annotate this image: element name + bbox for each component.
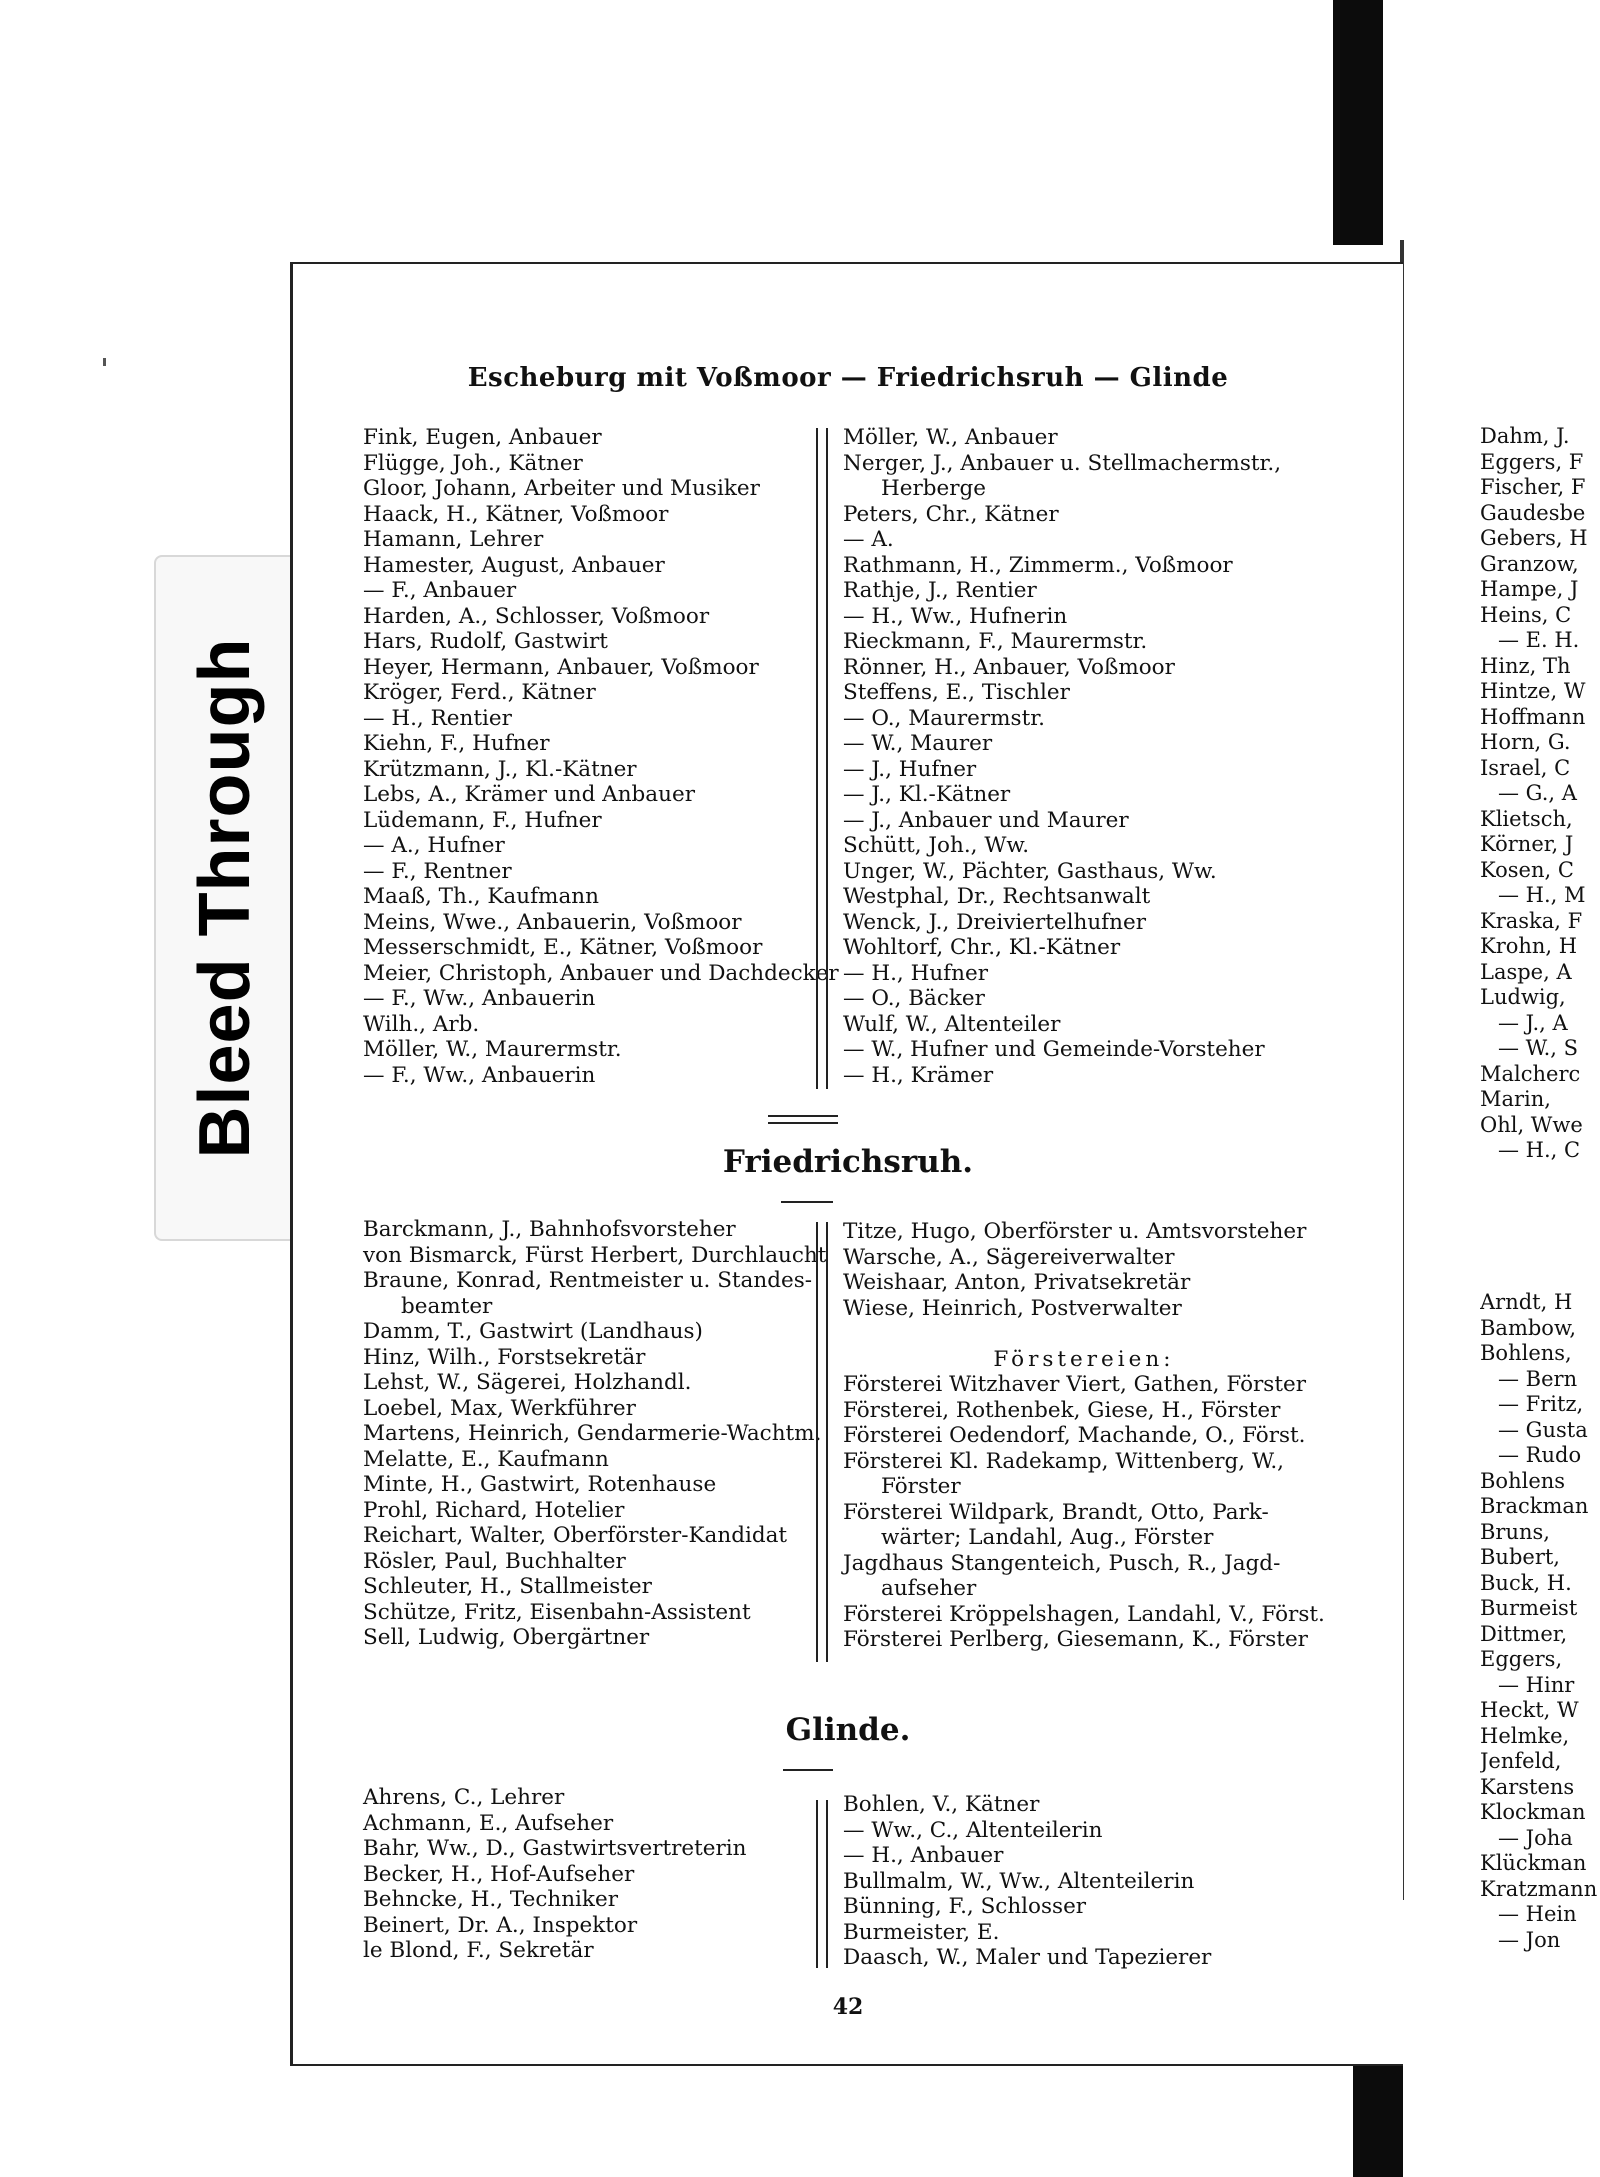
directory-entry: Hamann, Lehrer [363,527,544,552]
directory-entry: — Bern [1498,1366,1578,1391]
directory-entry: Förster [881,1474,961,1499]
directory-entry: Kratzmann [1480,1876,1598,1901]
directory-entry: von Bismarck, Fürst Herbert, Durchlaucht [363,1242,827,1268]
directory-entry: Rathje, J., Rentier [843,578,1037,603]
directory-entry: — J., Hufner [843,756,977,782]
directory-entry: — H., C [1498,1138,1581,1162]
directory-entry: Barckmann, J., Bahnhofsvorsteher [363,1217,736,1242]
directory-entry: Rieckmann, F., Maurermstr. [843,629,1148,654]
directory-entry: — A. [843,527,894,552]
directory-entry: Herberge [881,476,987,501]
directory-entry: — H., Rentier [363,705,512,731]
directory-entry: Klückman [1480,1851,1587,1875]
directory-entry: Försterei Perlberg, Giesemann, K., Förster [843,1627,1308,1652]
directory-entry: Granzow, [1480,551,1579,576]
section1-left-column [363,425,839,1088]
subheading: Förstereien: [993,1346,1175,1372]
directory-entry: Maaß, Th., Kaufmann [363,884,599,909]
page-number: 42 [832,1994,864,2020]
directory-entry: Martens, Heinrich, Gendarmerie-Wachtm. [363,1421,822,1446]
directory-entry: — W., Hufner und Gemeinde-Vorsteher [843,1037,1265,1062]
directory-entry: Hoffmann [1480,704,1586,729]
directory-entry: — F., Ww., Anbauerin [363,986,596,1011]
directory-entry: Försterei Witzhaver Viert, Gathen, Förster [843,1372,1306,1397]
directory-entry: Westphal, Dr., Rechtsanwalt [843,884,1151,909]
directory-entry: — H., M [1498,883,1586,907]
directory-entry: — H., Ww., Hufnerin [843,603,1068,629]
directory-entry: Försterei Kl. Radekamp, Wittenberg, W., [843,1448,1284,1474]
directory-entry: Rönner, H., Anbauer, Voßmoor [843,654,1175,680]
directory-entry: Messerschmidt, E., Kätner, Voßmoor [363,935,763,960]
directory-entry: Bünning, F., Schlosser [843,1894,1087,1919]
directory-entry: Loebel, Max, Werkführer [363,1395,636,1421]
directory-entry: Kosen, C [1480,857,1574,882]
directory-entry: Försterei Oedendorf, Machande, O., Först. [843,1423,1306,1448]
directory-entry: aufseher [881,1576,977,1601]
directory-entry: Försterei, Rothenbek, Giese, H., Förster [843,1397,1281,1423]
directory-entry: Melatte, E., Kaufmann [363,1446,609,1472]
directory-entry: Arndt, H [1480,1290,1573,1314]
directory-entry: Prohl, Richard, Hotelier [363,1497,625,1523]
directory-entry: Hamester, August, Anbauer [363,552,665,578]
directory-entry: — W., Maurer [843,731,993,756]
directory-entry: Rathmann, H., Zimmerm., Voßmoor [843,552,1233,578]
directory-entry: Wiese, Heinrich, Postverwalter [843,1295,1182,1321]
directory-entry: Becker, H., Hof-Aufseher [363,1861,635,1887]
directory-entry: Heins, C [1480,602,1572,627]
directory-entry: — F., Ww., Anbauerin [363,1062,596,1088]
directory-entry: Laspe, A [1480,959,1572,984]
page-title: Escheburg mit Voßmoor — Friedrichsruh — Glinde [467,363,1229,393]
directory-entry: Kiehn, F., Hufner [363,731,550,756]
directory-entry: Wilh., Arb. [363,1011,480,1037]
directory-entry: Malcherc [1480,1061,1581,1086]
directory-entry: Krohn, H [1480,934,1578,958]
directory-entry: Beinert, Dr. A., Inspektor [363,1912,638,1938]
directory-entry: Hinz, Th [1480,653,1571,678]
directory-entry: Fischer, F [1480,475,1586,499]
directory-entry: — W., S [1498,1036,1579,1060]
directory-entry: Daasch, W., Maler und Tapezierer [843,1945,1212,1970]
directory-entry: — F., Anbauer [363,578,517,603]
directory-entry: Brackman [1480,1494,1589,1518]
directory-entry: Lehst, W., Sägerei, Holzhandl. [363,1370,692,1395]
directory-entry: Titze, Hugo, Oberförster u. Amtsvorsteher [843,1219,1307,1244]
directory-entry: Krützmann, J., Kl.-Kätner [363,756,637,782]
directory-entry: Burmeist [1480,1596,1578,1620]
column-separator [816,1800,828,1968]
directory-entry: Schütt, Joh., Ww. [843,833,1030,858]
scan-edge-black-bar-top [1333,0,1383,245]
directory-entry: Haack, H., Kätner, Voßmoor [363,501,669,527]
section3-right-column [843,1792,1211,1971]
bleed-through-label: Bleed Through [185,637,265,1159]
directory-entry: — Hinr [1498,1672,1575,1697]
directory-entry: Ahrens, C., Lehrer [363,1785,565,1810]
directory-entry: Wulf, W., Altenteiler [843,1011,1061,1037]
directory-entry: Möller, W., Anbauer [843,425,1058,450]
directory-entry: Hintze, W [1480,679,1586,703]
directory-entry: Burmeister, E. [843,1919,1000,1945]
directory-entry: Steffens, E., Tischler [843,680,1070,705]
section2-right-column [843,1219,1325,1653]
directory-entry: Achmann, E., Aufseher [363,1810,614,1836]
directory-entry: Försterei Wildpark, Brandt, Otto, Park- [843,1499,1269,1525]
directory-entry: — Hein [1498,1902,1577,1926]
directory-entry: Lebs, A., Krämer und Anbauer [363,782,695,807]
directory-entry: Heyer, Hermann, Anbauer, Voßmoor [363,654,759,680]
section-title-glinde: Glinde. [785,1712,911,1748]
directory-entry: Hars, Rudolf, Gastwirt [363,629,608,654]
directory-entry: Buck, H. [1480,1570,1572,1595]
directory-entry: Warsche, A., Sägereiverwalter [843,1244,1175,1270]
directory-entry: Gebers, H [1480,526,1588,550]
directory-entry: Bubert, [1480,1545,1560,1569]
directory-entry: — Joha [1498,1825,1573,1850]
directory-entry: Weishaar, Anton, Privatsekretär [843,1270,1191,1295]
directory-entry: Bahr, Ww., D., Gastwirtsvertreterin [363,1836,747,1861]
directory-entry: le Blond, F., Sekretär [363,1938,594,1963]
directory-entry: Bruns, [1480,1519,1550,1544]
directory-entry: Karstens [1480,1774,1575,1799]
directory-entry: Wohltorf, Chr., Kl.-Kätner [843,935,1121,960]
directory-entry: Dahm, J. [1480,424,1570,448]
directory-entry: Marin, [1480,1087,1551,1111]
directory-entry: Fink, Eugen, Anbauer [363,425,602,450]
section-divider [768,1115,838,1124]
adjacent-page-text-bottom [1480,1290,1600,1953]
directory-entry: Horn, G. [1480,730,1571,754]
directory-entry: beamter [401,1293,493,1319]
directory-entry: Kraska, F [1480,908,1583,933]
directory-entry: — O., Maurermstr. [843,705,1045,731]
directory-entry: Damm, T., Gastwirt (Landhaus) [363,1319,703,1344]
directory-entry: Ludwig, [1480,985,1566,1009]
directory-entry: — F., Rentner [363,858,512,884]
directory-entry: Meins, Wwe., Anbauerin, Voßmoor [363,909,742,935]
column-separator [816,1222,828,1662]
section2-left-column [363,1217,826,1651]
directory-entry: Behncke, H., Techniker [363,1887,618,1912]
directory-entry: Kröger, Ferd., Kätner [363,680,596,705]
directory-entry: — J., A [1498,1010,1568,1035]
directory-entry: Rösler, Paul, Buchhalter [363,1548,626,1574]
directory-entry: Lüdemann, F., Hufner [363,807,602,833]
title-underline [781,1201,833,1203]
directory-entry: Unger, W., Pächter, Gasthaus, Ww. [843,858,1217,884]
directory-entry: — J., Anbauer und Maurer [843,807,1129,833]
adjacent-page-text-top [1480,424,1600,1164]
document-page [290,262,1403,2066]
directory-entry: Schleuter, H., Stallmeister [363,1574,652,1599]
directory-entry: Gaudesbe [1480,500,1586,525]
directory-entry: — H., Hufner [843,960,988,986]
directory-entry: Hampe, J [1480,577,1579,601]
directory-entry: Nerger, J., Anbauer u. Stellmachermstr., [843,450,1282,476]
directory-entry: Israel, C [1480,755,1571,780]
directory-entry: Gloor, Johann, Arbeiter und Musiker [363,476,760,501]
directory-entry: Försterei Kröppelshagen, Landahl, V., Först. [843,1601,1325,1627]
directory-entry [843,1321,1325,1347]
directory-entry: — J., Kl.-Kätner [843,782,1011,807]
directory-entry: Eggers, F [1480,449,1584,474]
directory-entry: — Jon [1498,1927,1561,1952]
section3-left-column [363,1785,747,1964]
directory-entry: — Ww., C., Altenteilerin [843,1817,1103,1843]
directory-entry: Dittmer, [1480,1621,1568,1646]
directory-entry: — Gusta [1498,1417,1588,1442]
directory-entry: — O., Bäcker [843,986,985,1011]
directory-entry: Ohl, Wwe [1480,1112,1583,1137]
bleed-through-tab [154,555,294,1241]
directory-entry: Bullmalm, W., Ww., Altenteilerin [843,1868,1195,1894]
directory-entry: — A., Hufner [363,833,505,858]
directory-entry: Körner, J [1480,832,1574,856]
section-title-friedrichsruh: Friedrichsruh. [722,1144,974,1180]
title-underline [783,1769,833,1771]
directory-entry: Hinz, Wilh., Forstsekretär [363,1344,646,1370]
directory-entry: Helmke, [1480,1723,1570,1748]
directory-entry: — H., Krämer [843,1062,994,1088]
directory-entry: Möller, W., Maurermstr. [363,1037,622,1062]
directory-entry: Wenck, J., Dreiviertelhufner [843,909,1146,935]
directory-entry: Heckt, W [1480,1698,1579,1722]
directory-entry: Flügge, Joh., Kätner [363,450,583,476]
directory-entry: Schütze, Fritz, Eisenbahn-Assistent [363,1599,751,1625]
directory-entry: Sell, Ludwig, Obergärtner [363,1625,650,1650]
section1-right-column [843,425,1281,1088]
directory-entry: — E. H. [1498,628,1580,652]
column-separator [816,428,828,1089]
directory-entry: Jagdhaus Stangenteich, Pusch, R., Jagd- [843,1550,1281,1576]
directory-entry: Reichart, Walter, Oberförster-Kandidat [363,1523,788,1548]
directory-entry: Eggers, [1480,1647,1563,1671]
directory-entry: — Rudo [1498,1443,1582,1467]
directory-entry: — G., A [1498,781,1577,805]
directory-entry: Klockman [1480,1800,1586,1824]
directory-entry: Minte, H., Gastwirt, Rotenhause [363,1472,717,1497]
directory-entry: Klietsch, [1480,806,1573,831]
directory-entry: Bohlens, [1480,1341,1572,1365]
directory-entry: — H., Anbauer [843,1843,1004,1868]
directory-entry: Harden, A., Schlosser, Voßmoor [363,603,710,629]
directory-entry: Peters, Chr., Kätner [843,501,1059,527]
directory-entry: — Fritz, [1498,1392,1584,1416]
directory-entry: Meier, Christoph, Anbauer und Dachdecker [363,960,839,986]
directory-entry: wärter; Landahl, Aug., Förster [881,1525,1214,1550]
directory-entry: Bambow, [1480,1315,1577,1340]
directory-entry: Bohlens [1480,1468,1566,1493]
directory-entry: Bohlen, V., Kätner [843,1792,1040,1817]
scan-speck [103,358,106,366]
directory-entry: Jenfeld, [1480,1749,1562,1773]
directory-entry: Braune, Konrad, Rentmeister u. Standes- [363,1268,813,1293]
